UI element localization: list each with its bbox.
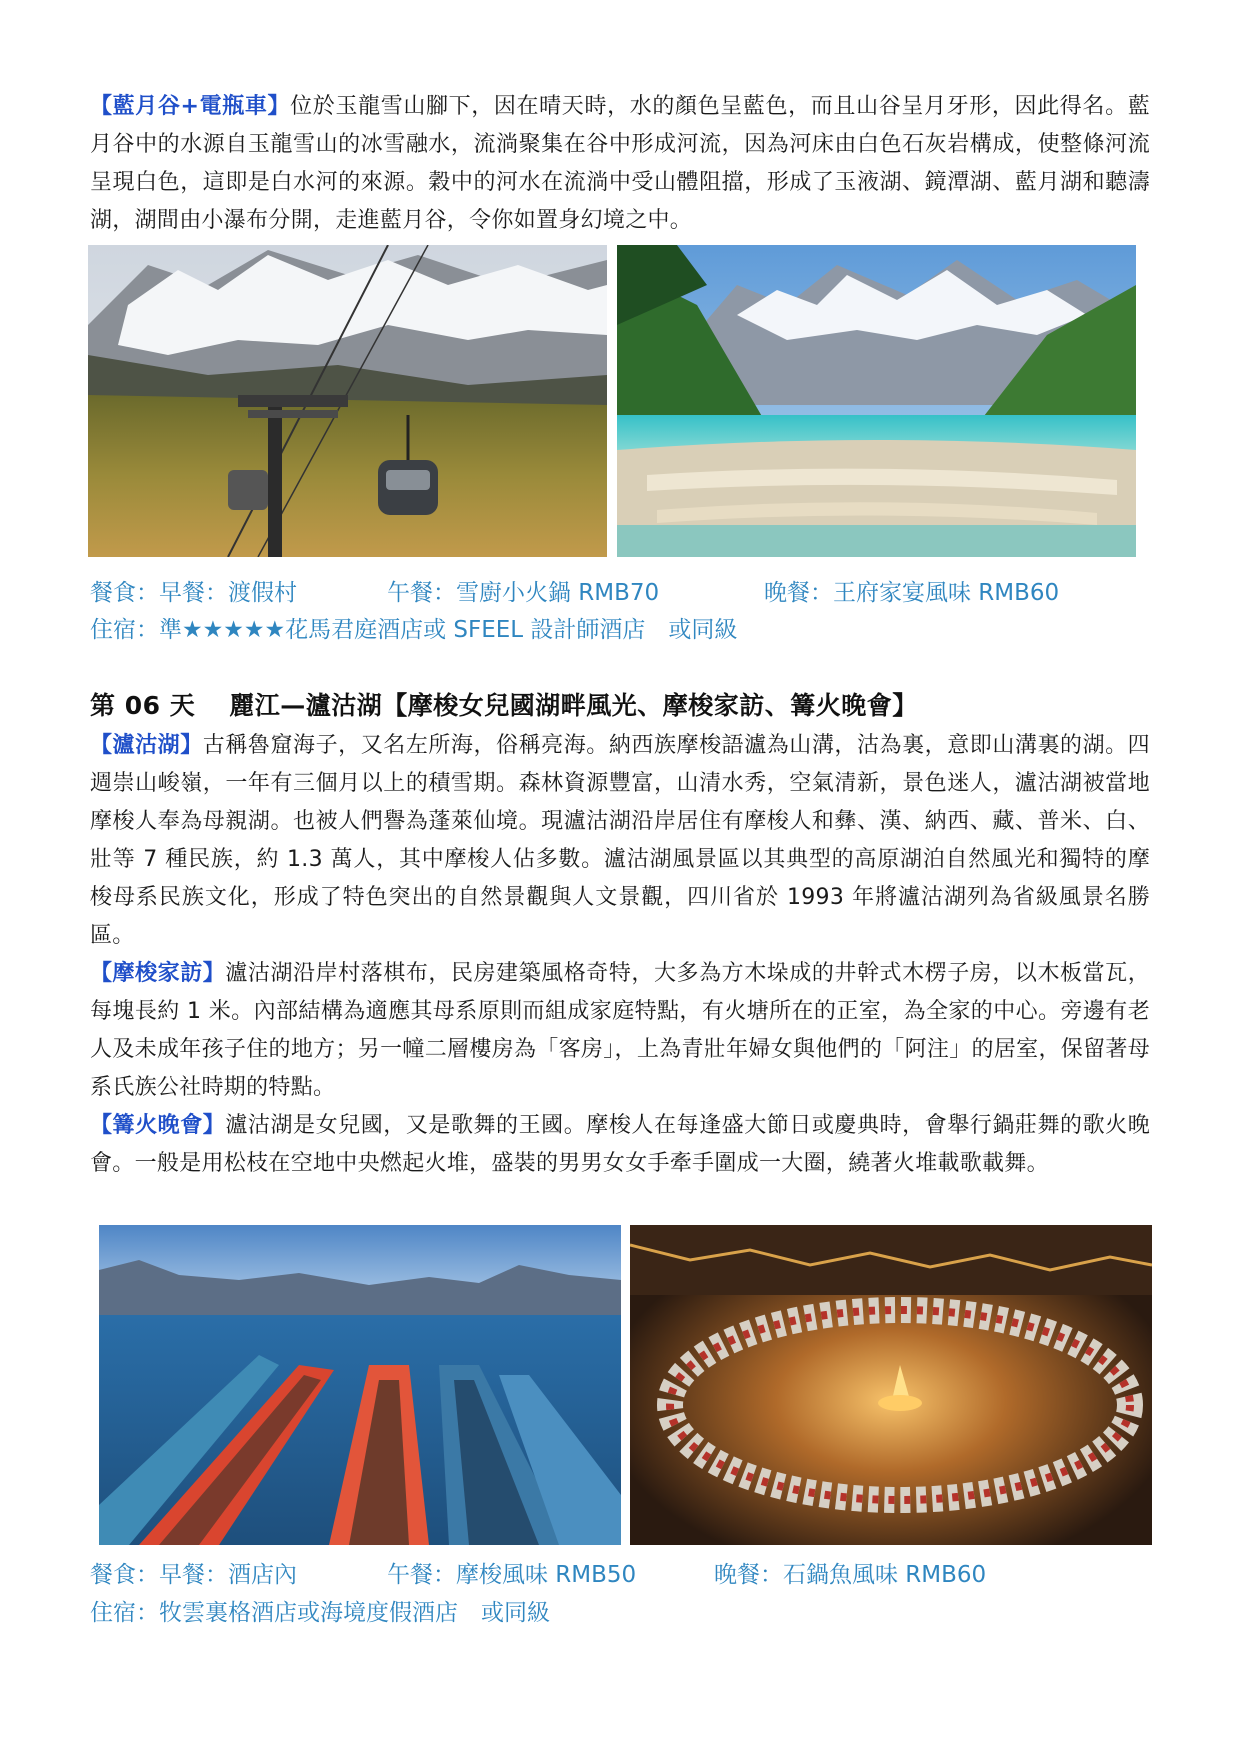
blue-moon-valley-text: 位於玉龍雪山腳下，因在晴天時，水的顏色呈藍色，而且山谷呈月牙形，因此得名。藍月谷中的水源自玉龍雪山的冰雪融水，流淌聚集在谷中形成河流，因為河床由白色石灰岩構成，使整條河流呈現白色，這即是白水河的來源。穀中的河水在流淌中受山體阻擋，形成了玉液湖、鏡潭湖、藍月湖和聽濤湖，湖間由小瀑布分開，走進藍月谷，令你如置身幻境之中。 (90, 94, 1151, 233)
bonfire-party-tag: 【篝火晚會】 (90, 1113, 226, 1138)
mosuo-home-visit-text: 瀘沽湖沿岸村落棋布，民房建築風格奇特，大多為方木垛成的井幹式木楞子房，以木板當瓦，每塊長約 1 米。內部結構為適應其母系原則而組成家庭特點，有火塘所在的正室，為全家的中心。旁邊有老人及未成年孩子住的地方；另一幢二層樓房為「客房」，上為青壯年婦女與他們的「阿注」的居室，保留著母系氏族公社時期的特點。 (90, 961, 1150, 1100)
blue-moon-valley-tag: 【藍月谷+電瓶車】 (90, 94, 291, 119)
stay-1: 住宿：準★★★★★花馬君庭酒店或 SFEEL 設計師酒店 或同級 (90, 617, 738, 643)
bonfire-party-paragraph (90, 1107, 1150, 1183)
dinner-1: 晚餐：王府家宴風味 RMB60 (764, 580, 1060, 606)
lugu-lake-text: 古稱魯窟海子，又名左所海，俗稱亮海。納西族摩梭語瀘為山溝，沽為裏，意即山溝裏的湖。四週崇山峻嶺，一年有三個月以上的積雪期。森林資源豐富，山清水秀，空氣清新，景色迷人，瀘沽湖被當地摩梭人奉為母親湖。也被人們譽為蓬萊仙境。現瀘沽湖沿岸居住有摩梭人和彝、漢、納西、藏、普米、白、壯等 7 種民族，約 1.3 萬人，其中摩梭人佔多數。瀘沽湖風景區以其典型的高原湖泊自然風光和獨特的摩梭母系民族文化，形成了特色突出的自然景觀與人文景觀，四川省於 1993 年將瀘沽湖列為省級風景名勝區。 (90, 733, 1150, 948)
lugu-lake-tag: 【瀘沽湖】 (90, 733, 203, 758)
meals-row-2 (90, 1556, 1150, 1594)
day-6-title: 麗江—瀘沽湖【摩梭女兒國湖畔風光、摩梭家訪、篝火晚會】 (229, 691, 918, 720)
blue-moon-valley-paragraph (90, 88, 1150, 240)
stay-2: 住宿：牧雲裏格酒店或海境度假酒店 或同級 (90, 1600, 550, 1626)
bonfire-party-text: 瀘沽湖是女兒國，又是歌舞的王國。摩梭人在每逢盛大節日或慶典時，會舉行鍋莊舞的歌火晚會。一般是用松枝在空地中央燃起火堆，盛裝的男男女女手牽手圍成一大圈，繞著火堆載歌載舞。 (90, 1113, 1150, 1176)
lugu-lake-boats-photo (99, 1225, 621, 1545)
lunch-2: 午餐：摩梭風味 RMB50 (387, 1562, 637, 1588)
day-6-body (90, 727, 1150, 1183)
mosuo-home-visit-tag: 【摩梭家訪】 (90, 961, 226, 986)
cable-car-photo (88, 245, 607, 557)
blue-moon-valley-section (90, 88, 1150, 240)
stay-row-2 (90, 1594, 1150, 1632)
day-6-heading (90, 686, 1150, 722)
breakfast-1: 餐食：早餐：渡假村 (90, 580, 297, 606)
breakfast-2: 餐食：早餐：酒店內 (90, 1562, 297, 1588)
lunch-1: 午餐：雪廚小火鍋 RMB70 (387, 580, 660, 606)
meals-row-1 (90, 574, 1150, 612)
stay-row-1 (90, 611, 1150, 649)
bonfire-party-photo (630, 1225, 1152, 1545)
mosuo-home-visit-paragraph (90, 955, 1150, 1107)
dinner-2: 晚餐：石鍋魚風味 RMB60 (714, 1562, 987, 1588)
lugu-lake-paragraph (90, 727, 1150, 955)
blue-moon-valley-photo (617, 245, 1136, 557)
day-6-label: 第 06 天 (90, 691, 196, 720)
